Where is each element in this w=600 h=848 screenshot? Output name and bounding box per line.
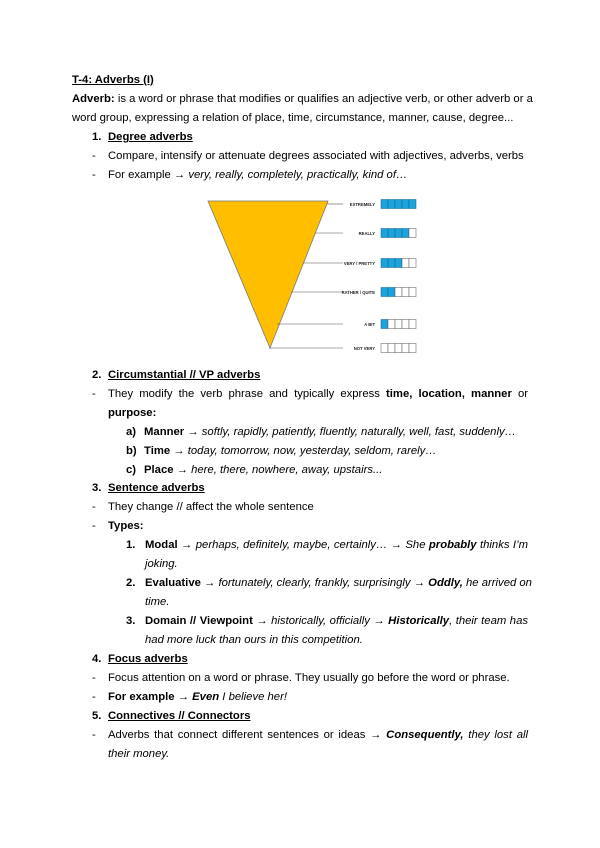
level-label: NOT VERY (353, 346, 375, 351)
item-evaluative-line-2 (145, 595, 169, 609)
bullet-text: Compare, intensify or attenuate degrees associated with adjectives, adverbs, verbs (108, 150, 524, 162)
bullet-dash: - (92, 501, 96, 513)
item-examples-tail: he arrived on (462, 577, 532, 589)
example-words-cont: their money. (108, 748, 170, 760)
section-heading-circumstantial (108, 368, 260, 382)
level-bar-cell-filled (402, 200, 409, 209)
section-heading-connectives (108, 709, 251, 723)
bullet-text (108, 387, 528, 401)
bullet-text-line-1 (108, 728, 528, 742)
item-domain-line-1 (145, 614, 528, 628)
item-modal-label (126, 538, 135, 552)
item-examples-cont: joking. (145, 558, 178, 570)
section-heading-text: Focus adverbs (108, 653, 188, 665)
bullet-text-b: or (511, 388, 528, 400)
bullet-dash: - (92, 729, 96, 741)
level-bar-cell-empty (388, 344, 395, 353)
level-bar-cell-empty (409, 320, 416, 329)
section-heading-text: Connectives // Connectors (108, 710, 251, 722)
level-bar-cell-empty (409, 344, 416, 353)
item-examples: historically, officially → (271, 615, 389, 627)
item-bold-example: probably (428, 539, 477, 551)
definition-text-1: is a word or phrase that modifies or qualifies an adjective verb, or other adverb or a (114, 93, 533, 105)
item-domain-line-2 (145, 633, 363, 647)
level-bar-cell-empty (395, 288, 402, 297)
page-title (72, 73, 154, 87)
item-label: b) (126, 445, 137, 457)
bullet-dash: - (92, 520, 96, 532)
definition-term: Adverb: (72, 93, 115, 105)
bullet-dash: - (92, 691, 96, 703)
item-domain-label (126, 614, 135, 628)
level-bar-cell-empty (402, 320, 409, 329)
item-examples-cont: had more luck than ours in this competition. (145, 634, 363, 646)
item-evaluative-label (126, 576, 135, 590)
item-label: c) (126, 464, 137, 476)
section-number: 3. (92, 482, 102, 494)
level-bar-cell-empty (395, 344, 402, 353)
definition-line-2 (72, 111, 513, 125)
bullet-text-line-2 (108, 747, 169, 761)
item-examples: softly, rapidly, patiently, fluently, naturally, well, fast, suddenly… (201, 426, 516, 438)
types-label: Types: (108, 520, 144, 532)
item-examples: fortunately, clearly, frankly, surprisingly → (218, 577, 429, 589)
level-bar-cell-filled (395, 259, 402, 268)
item-place-text (144, 463, 382, 477)
bullet-example (108, 690, 287, 704)
item-time (126, 444, 137, 458)
level-label: REALLY (358, 231, 375, 236)
item-arrow: → (177, 539, 196, 551)
level-label: RATHER / QUITE (341, 290, 375, 295)
item-name: Domain // Viewpoint (145, 615, 253, 627)
item-examples: perhaps, definitely, maybe, certainly… → She (195, 539, 429, 551)
level-bar-cell-empty (388, 320, 395, 329)
level-bar-cell-empty (402, 259, 409, 268)
degree-adverbs-diagram (205, 190, 417, 356)
item-examples: today, tomorrow, now, yesterday, seldom, rarely… (187, 445, 437, 457)
example-bold-word: Even (192, 691, 220, 703)
item-examples-tail: thinks I’m (476, 539, 528, 551)
level-bar-cell-filled (381, 200, 388, 209)
section-number: 5. (92, 710, 102, 722)
item-modal-line-2 (145, 557, 178, 571)
bullet-example (108, 168, 407, 182)
item-arrow: → (184, 426, 202, 438)
item-arrow: → (173, 464, 192, 476)
item-time-text (144, 444, 437, 458)
level-label: EXTREMELY (349, 202, 375, 207)
item-place (126, 463, 136, 477)
level-bar-cell-empty (395, 320, 402, 329)
level-bar-cell-filled (381, 288, 388, 297)
item-arrow: → (170, 445, 188, 457)
item-name: Manner (144, 426, 185, 438)
level-bar-cell-empty (409, 259, 416, 268)
section-heading-focus (108, 652, 188, 666)
bullet-text-a: They modify the verb phrase and typically express (108, 388, 387, 400)
level-bar-cell-filled (388, 200, 395, 209)
example-prefix: For example → (108, 169, 189, 181)
section-number: 1. (92, 131, 102, 143)
level-bar-cell-filled (395, 200, 402, 209)
level-bar-cell-filled (381, 259, 388, 268)
level-bar-cell-filled (388, 288, 395, 297)
level-bar-cell-filled (381, 229, 388, 238)
bullet-types (108, 519, 144, 533)
definition-text-2: word group, expressing a relation of place, time, circumstance, manner, cause, degree... (72, 112, 514, 124)
section-heading-degree (108, 130, 193, 144)
bullet-text: Focus attention on a word or phrase. They usually go before the word or phrase. (108, 672, 510, 684)
item-manner (126, 425, 136, 439)
item-label: 2. (126, 577, 136, 589)
item-label: a) (126, 426, 137, 438)
example-bold-word: Consequently, (386, 729, 464, 741)
level-label: A BIT (364, 322, 375, 327)
section-number: 4. (92, 653, 102, 665)
item-arrow: → (200, 577, 219, 589)
level-bar-cell-filled (409, 200, 416, 209)
level-bar-cell-filled (395, 229, 402, 238)
bullet-bold-a: time, location, manner (386, 388, 512, 400)
item-arrow: → (252, 615, 272, 627)
bullet-text: Adverbs that connect different sentences or ideas → (108, 729, 387, 741)
item-bold-example: Historically (388, 615, 450, 627)
level-bar-cell-empty (402, 344, 409, 353)
section-number: 2. (92, 369, 102, 381)
level-bar-cell-filled (388, 229, 395, 238)
bullet-dash: - (92, 169, 96, 181)
item-name: Evaluative (145, 577, 201, 589)
section-heading-sentence (108, 481, 205, 495)
bullet-bold-b: purpose: (108, 407, 157, 419)
bullet-text: They change // affect the whole sentence (108, 501, 314, 513)
item-evaluative-line-1 (145, 576, 532, 590)
item-name: Modal (145, 539, 178, 551)
example-prefix: For example → (108, 691, 193, 703)
title-text: T-4: Adverbs (I) (72, 74, 154, 86)
level-bar-cell-filled (381, 320, 388, 329)
item-examples: here, there, nowhere, away, upstairs... (191, 464, 383, 476)
level-bar-cell-empty (381, 344, 388, 353)
item-name: Time (144, 445, 171, 457)
item-examples-cont: time. (145, 596, 170, 608)
section-heading-text: Circumstantial // VP adverbs (108, 369, 261, 381)
item-modal-line-1 (145, 538, 528, 552)
bullet-dash: - (92, 388, 96, 400)
level-bar-cell-empty (409, 229, 416, 238)
bullet-dash: - (92, 672, 96, 684)
item-label: 1. (126, 539, 136, 551)
item-manner-text (144, 425, 516, 439)
section-heading-text: Degree adverbs (108, 131, 193, 143)
level-bar-cell-filled (388, 259, 395, 268)
example-words: they lost all (463, 729, 529, 741)
section-heading-text: Sentence adverbs (108, 482, 205, 494)
example-words: I believe her! (219, 691, 287, 703)
item-examples-tail: , their team has (449, 615, 528, 627)
level-bar-cell-empty (409, 288, 416, 297)
example-words: very, really, completely, practically, kind of… (188, 169, 408, 181)
definition-line-1 (72, 92, 533, 106)
item-bold-example: Oddly, (428, 577, 463, 589)
level-bar-cell-empty (402, 288, 409, 297)
level-label: VERY / PRETTY (343, 261, 375, 266)
level-bar-cell-filled (402, 229, 409, 238)
item-name: Place (144, 464, 174, 476)
bullet-dash: - (92, 150, 96, 162)
item-label: 3. (126, 615, 136, 627)
